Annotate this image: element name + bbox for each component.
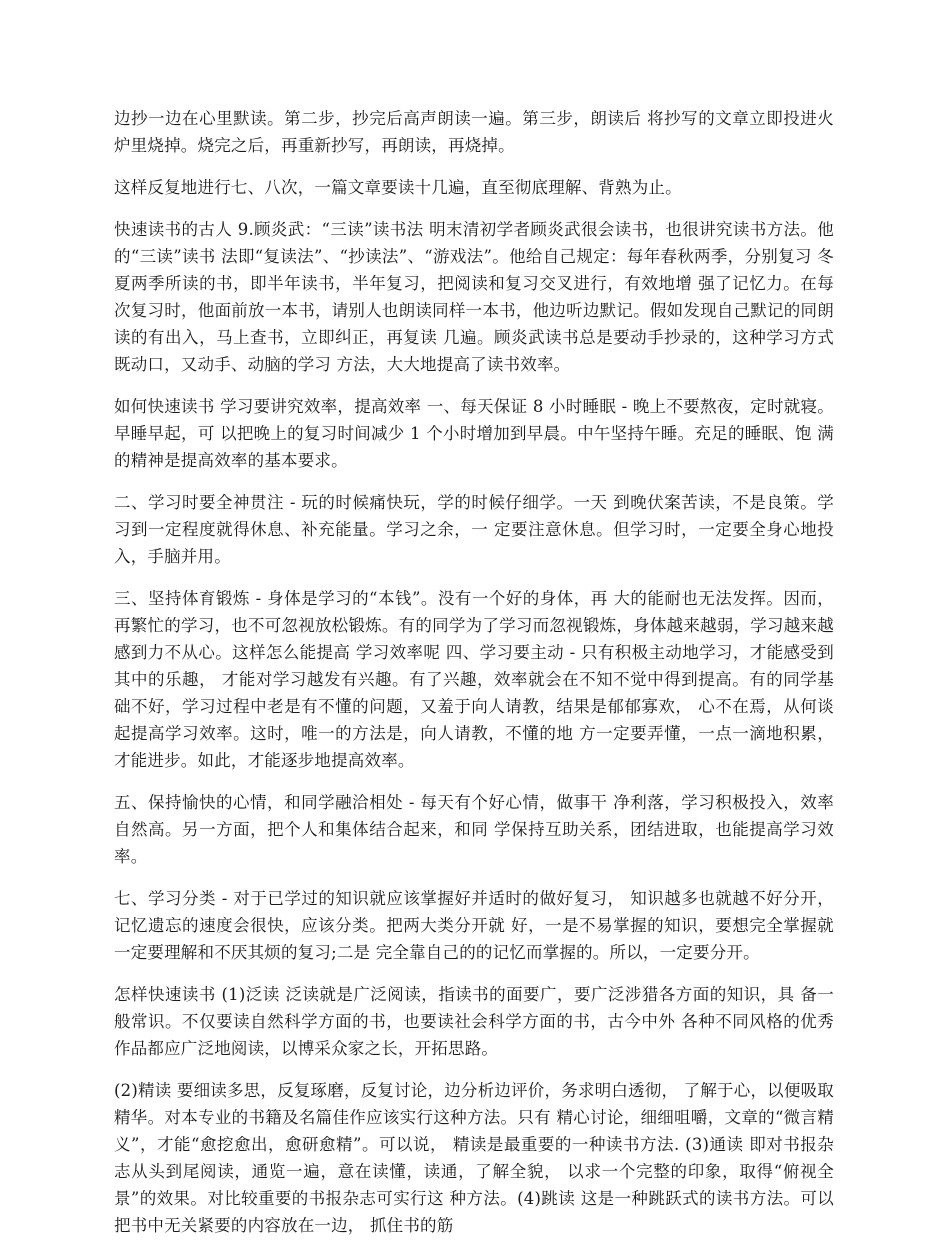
- paragraph-sleep-efficiency: 如何快速读书 学习要讲究效率，提高效率 一、每天保证 8 小时睡眠 - 晚上不要熬夜，定时就寝。早睡早起，可 以把晚上的复习时间减少 1 个小时增加到早晨。中午坚持午睡。充足的睡眠、饱 满的精神是提高效率的基本要求。: [114, 397, 834, 470]
- paragraph-full-concentration: 二、学习时要全神贯注 - 玩的时候痛快玩，学的时候仔细学。一天 到晚伏案苦读，不是良策。学习到一定程度就得休息、补充能量。学习之余，一 定要注意休息。但学习时，一定要全身心地投入，手脑并用。: [114, 493, 834, 566]
- paragraph-physical-exercise: 三、坚持体育锻炼 - 身体是学习的“本钱”。没有一个好的身体，再 大的能耐也无法发挥。因而，再繁忙的学习，也不可忽视放松锻炼。有的同学为了学习而忽视锻炼，身体越来越弱，学习越来越感到力不从心。这样怎么能提高 学习效率呢 四、学习要主动 - 只有积极主动地学习，才能感受到其中的乐趣， 才能对学习越发有兴趣。有了兴趣，效率就会在不知不觉中得到提高。有的同学基础不好，学习过程中老是有不懂的问题，又羞于向人请教，结果是郁郁寡欢， 心不在焉，从何谈起提高学习效率。这时，唯一的方法是，向人请教，不懂的地 方一定要弄懂，一点一滴地积累，才能进步。如此，才能逐步地提高效率。: [114, 589, 834, 770]
- paragraph-copy-read-burn: 边抄一边在心里默读。第二步，抄完后高声朗读一遍。第三步，朗读后 将抄写的文章立即投进火炉里烧掉。烧完之后，再重新抄写，再朗读，再烧掉。: [114, 109, 834, 155]
- paragraph-study-categories: 七、学习分类 - 对于已学过的知识就应该掌握好并适时的做好复习， 知识越多也就越不好分开，记忆遗忘的速度会很快，应该分类。把两大类分开就 好，一是不易掌握的知识，要想完全掌握就一定要理解和不厌其烦的复习;二是 完全靠自己的的记忆而掌握的。所以，一定要分开。: [114, 889, 834, 962]
- paragraph-gu-yanwu-method: 快速读书的古人 9.顾炎武：“三读”读书法 明末清初学者顾炎武很会读书，也很讲究读书方法。他的“三读”读书 法即“复读法”、“抄读法”、“游戏法”。他给自己规定：每年春秋两季，分别复习 冬夏两季所读的书，即半年读书，半年复习，把阅读和复习交叉进行，有效地增 强了记忆力。在每次复习时，他面前放一本书，请别人也朗读同样一本书，他边听边默记。假如发现自己默记的同朗读的有出入，马上查书，立即纠正，再复读 几遍。顾炎武读书总是要动手抄录的，这种学习方式既动口，又动手、动脑的学习 方法，大大地提高了读书效率。: [114, 220, 834, 374]
- paragraph-intensive-reading: (2)精读 要细读多思，反复琢磨，反复讨论，边分析边评价，务求明白透彻， 了解于心，以便吸取精华。对本专业的书籍及名篇佳作应该实行这种方法。只有 精心讨论，细细咀嚼，文章的“微言精义”，才能“愈挖愈出，愈研愈精”。可以说， 精读是最重要的一种读书方法. (3)通读 即对书报杂志从头到尾阅读，通览一遍，意在读懂，读通，了解全貌， 以求一个完整的印象，取得“俯视全景”的效果。对比较重要的书报杂志可实行这 种方法。(4)跳读 这是一种跳跃式的读书方法。可以把书中无关紧要的内容放在一边， 抓住书的筋: [114, 1081, 834, 1235]
- paragraph-repeat-reading: 这样反复地进行七、八次，一篇文章要读十几遍，直至彻底理解、背熟为止。: [114, 178, 682, 197]
- paragraph-extensive-reading: 怎样快速读书 (1)泛读 泛读就是广泛阅读，指读书的面要广，要广泛涉猎各方面的知识，具 备一般常识。不仅要读自然科学方面的书，也要读社会科学方面的书，古今中外 各种不同风格的优秀作品都应广泛地阅读，以博采众家之长，开拓思路。: [114, 985, 834, 1058]
- document-page: [114, 105, 834, 1254]
- paragraph-happy-mood: 五、保持愉快的心情，和同学融洽相处 - 每天有个好心情，做事干 净利落，学习积极投入，效率自然高。另一方面，把个人和集体结合起来，和同 学保持互助关系，团结进取，也能提高学习效率。: [114, 793, 834, 866]
